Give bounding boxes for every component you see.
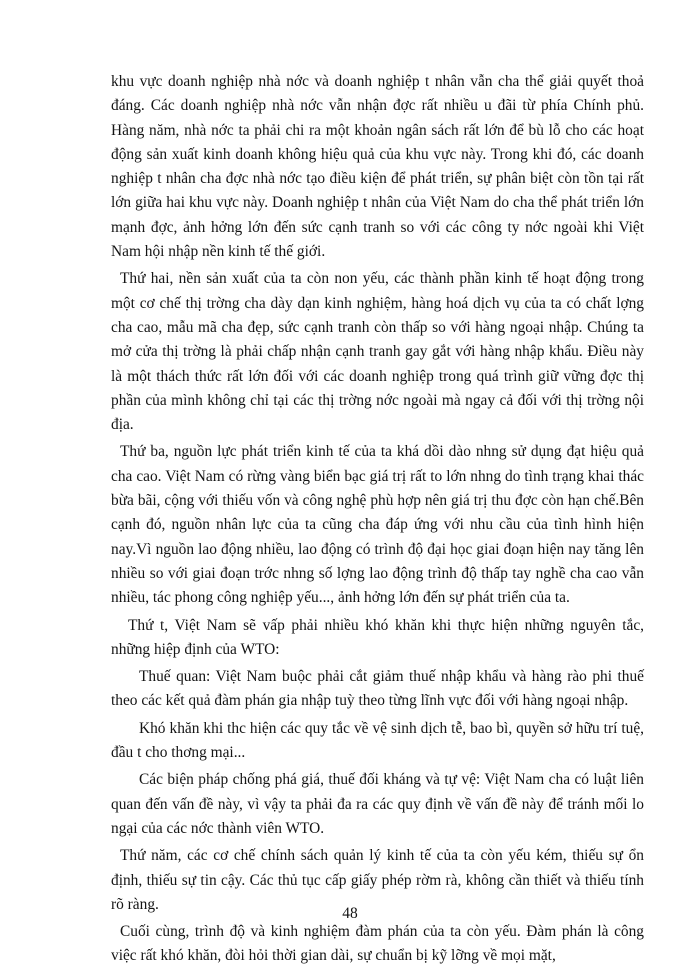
paragraph: Thứ ba, nguồn lực phát triển kinh tế của ta khá dồi dào nhng sử dụng đạt hiệu quả cha cao. Việt Nam có rừng vàng biển bạc giá trị rất to lớn nhng do tình trạng khai thác bừa bãi, cộng với thiếu vốn và công nghệ phù hợp nên giá trị thu đợc còn hạn chế.Bên cạnh đó, nguồn nhân lực của ta cũng cha đáp ứng với nhu cầu của tình hình hiện nay.Vì nguồn lao động nhiều, lao động có trình độ đại học giai đoạn hiện nay tăng lên nhiều so với giai đoạn trớc nhng số lợng lao động trình độ thấp tay nghề cha cao vẫn nhiều, tác phong công nghiệp yếu..., ảnh hởng lớn đến sự phát triển của ta. <box>111 443 644 607</box>
paragraph: Thuế quan: Việt Nam buộc phải cắt giảm thuế nhập khẩu và hàng rào phi thuế theo các kết quả đàm phán gia nhập tuỳ theo từng lĩnh vực đối với hàng ngoại nhập. <box>111 668 644 710</box>
page-number: 48 <box>342 905 358 922</box>
paragraph: khu vực doanh nghiệp nhà nớc và doanh nghiệp t nhân vẫn cha thể giải quyết thoả đáng. Các doanh nghiệp nhà nớc vẫn nhận đợc rất nhiều u đãi từ phía Chính phủ. Hàng năm, nhà nớc ta phải chi ra một khoản ngân sách rất lớn để bù lỗ cho các hoạt động sản xuất kinh doanh không hiệu quả của khu vực này. Trong khi đó, các doanh nghiệp t nhân cha đợc nhà nớc tạo điều kiện để phát triển, sự phân biệt còn tồn tại rất lớn giữa hai khu vực này. Doanh nghiệp t nhân của Việt Nam do cha thể phát triển lớn mạnh đợc, ảnh hởng lớn đến sức cạnh tranh so với các công ty nớc ngoài khi Việt Nam hội nhập nền kinh tế thế giới. <box>111 73 644 261</box>
paragraph: Thứ năm, các cơ chế chính sách quản lý kinh tế của ta còn yếu kém, thiếu sự ổn định, thiếu sự tin cậy. Các thủ tục cấp giấy phép rờm rà, không cần thiết và thiếu tính rõ ràng. <box>111 847 644 913</box>
paragraph: Cuối cùng, trình độ và kinh nghiệm đàm phán của ta còn yếu. Đàm phán là công việc rất khó khăn, đòi hỏi thời gian dài, sự chuẩn bị kỹ lỡng về mọi mặt, <box>111 923 644 965</box>
paragraph: Thứ t, Việt Nam sẽ vấp phải nhiều khó khăn khi thực hiện những nguyên tắc, những hiệp định của WTO: <box>111 616 644 658</box>
body-text <box>111 70 644 972</box>
paragraph: Thứ hai, nền sản xuất của ta còn non yếu, các thành phần kinh tế hoạt động trong một cơ chế thị trờng cha dày dạn kinh nghiệm, hàng hoá dịch vụ của ta có chất lợng cha cao, mẫu mã cha đẹp, sức cạnh tranh còn thấp so với hàng ngoại nhập. Chúng ta mở cửa thị trờng là phải chấp nhận cạnh tranh gay gắt với hàng nhập khẩu. Điều này là một thách thức rất lớn đối với các doanh nghiệp trong quá trình giữ vững đợc thị phần của mình không chỉ tại các thị trờng nớc ngoài mà ngay cả đối với thị trờng nội địa. <box>111 270 644 434</box>
paragraph: Các biện pháp chống phá giá, thuế đối kháng và tự vệ: Việt Nam cha có luật liên quan đến vấn đề này, vì vậy ta phải đa ra các quy định về vấn đề này để tránh mối lo ngại của các nớc thành viên WTO. <box>111 771 644 837</box>
paragraph: Khó khăn khi thc hiện các quy tắc về vệ sinh dịch tễ, bao bì, quyền sở hữu trí tuệ, đầu t cho thơng mại... <box>111 719 644 762</box>
